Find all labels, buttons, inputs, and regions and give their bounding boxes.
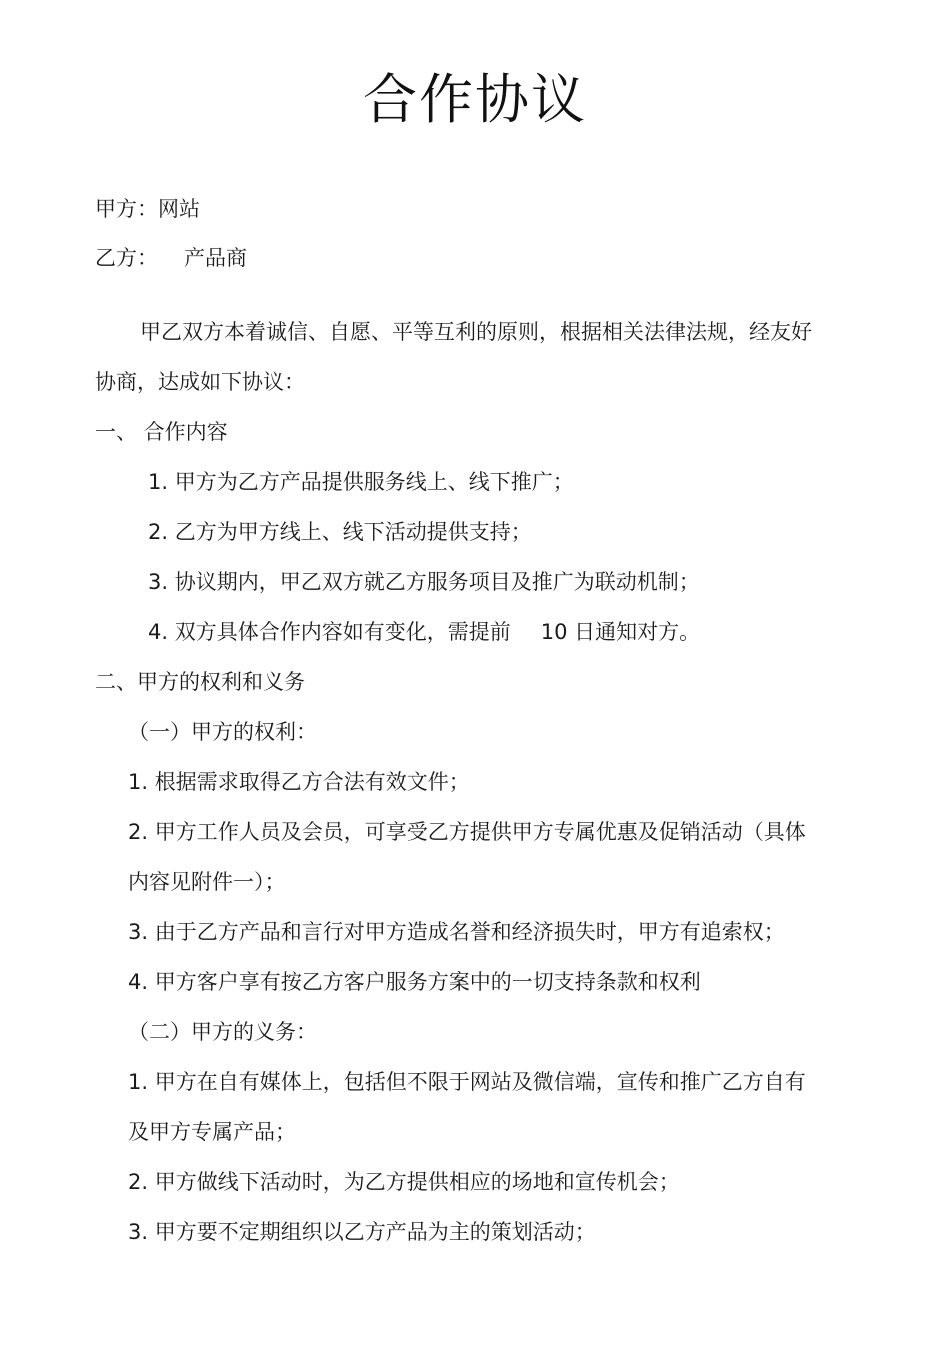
section-1-item-4	[148, 617, 700, 647]
party-b-label: 乙方：	[95, 246, 158, 270]
section-1-heading: 一、 合作内容	[95, 420, 228, 444]
section-1-item-4-before: 4. 双方具体合作内容如有变化，需提前	[148, 620, 511, 644]
section-1-item-4-after: 10 日通知对方。	[540, 620, 701, 644]
duties-item-2: 2. 甲方做线下活动时，为乙方提供相应的场地和宣传机会；	[128, 1170, 680, 1194]
preamble-line-2: 协商，达成如下协议：	[95, 370, 305, 394]
duties-heading: （二）甲方的义务：	[128, 1020, 317, 1044]
section-1-item-2: 2. 乙方为甲方线上、线下活动提供支持；	[148, 520, 532, 544]
party-b-value: 产品商	[184, 246, 247, 270]
party-a-label: 甲方：	[95, 197, 158, 221]
duties-item-1-line-2: 及甲方专属产品；	[128, 1120, 296, 1144]
rights-item-2-line-2: 内容见附件一）；	[128, 870, 286, 894]
section-2-heading: 二、甲方的权利和义务	[95, 670, 305, 694]
rights-item-2-line-1: 2. 甲方工作人员及会员，可享受乙方提供甲方专属优惠及促销活动（具体	[128, 820, 806, 844]
section-1-item-1: 1. 甲方为乙方产品提供服务线上、线下推广；	[148, 470, 574, 494]
document-title: 合作协议	[363, 68, 587, 131]
rights-item-4: 4. 甲方客户享有按乙方客户服务方案中的一切支持条款和权利	[128, 970, 701, 994]
party-a-value: 网站	[158, 197, 200, 221]
section-1-item-3: 3. 协议期内，甲乙双方就乙方服务项目及推广为联动机制；	[148, 570, 700, 594]
preamble-line-1: 甲乙双方本着诚信、自愿、平等互利的原则，根据相关法律法规，经友好	[140, 320, 812, 344]
rights-item-1: 1. 根据需求取得乙方合法有效文件；	[128, 770, 470, 794]
rights-item-3: 3. 由于乙方产品和言行对甲方造成名誉和经济损失时，甲方有追索权；	[128, 920, 785, 944]
party-a-line	[95, 194, 200, 224]
party-b-line	[95, 243, 247, 273]
duties-item-3: 3. 甲方要不定期组织以乙方产品为主的策划活动；	[128, 1220, 596, 1244]
rights-heading: （一）甲方的权利：	[128, 720, 317, 744]
duties-item-1-line-1: 1. 甲方在自有媒体上，包括但不限于网站及微信端，宣传和推广乙方自有	[128, 1070, 806, 1094]
